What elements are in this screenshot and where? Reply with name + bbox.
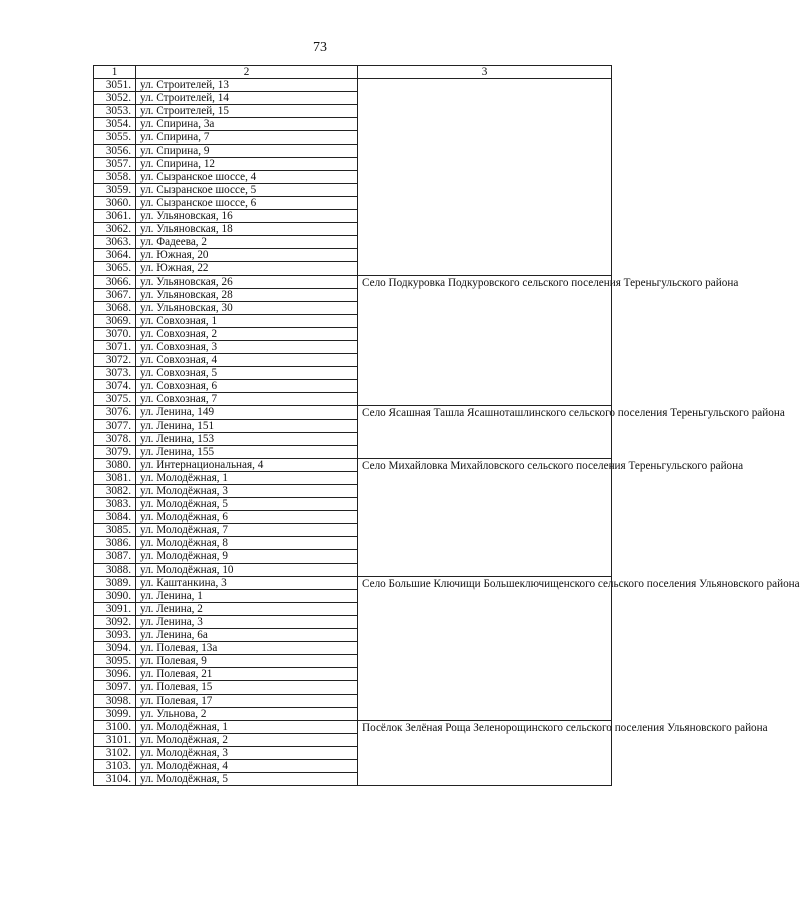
row-address: ул. Молодёжная, 7 <box>136 524 358 537</box>
row-address: ул. Совхозная, 2 <box>136 327 358 340</box>
row-address: ул. Полевая, 15 <box>136 681 358 694</box>
row-address: ул. Строителей, 15 <box>136 105 358 118</box>
row-address: ул. Совхозная, 3 <box>136 340 358 353</box>
row-address: ул. Полевая, 21 <box>136 668 358 681</box>
row-locality <box>358 79 612 275</box>
row-address: ул. Фадеева, 2 <box>136 236 358 249</box>
row-address: ул. Полевая, 9 <box>136 655 358 668</box>
row-number: 3084. <box>94 511 136 524</box>
row-number: 3064. <box>94 249 136 262</box>
table-row <box>94 576 612 589</box>
column-header-locality: 3 <box>358 66 612 79</box>
row-address: ул. Молодёжная, 6 <box>136 511 358 524</box>
row-number: 3087. <box>94 550 136 563</box>
row-number: 3052. <box>94 92 136 105</box>
table-header-row <box>94 66 612 79</box>
row-number: 3076. <box>94 406 136 419</box>
row-number: 3073. <box>94 367 136 380</box>
row-number: 3070. <box>94 327 136 340</box>
row-number: 3080. <box>94 458 136 471</box>
row-address: ул. Полевая, 17 <box>136 694 358 707</box>
row-address: ул. Молодёжная, 5 <box>136 498 358 511</box>
row-address: ул. Спирина, 9 <box>136 144 358 157</box>
row-number: 3083. <box>94 498 136 511</box>
row-number: 3074. <box>94 380 136 393</box>
row-number: 3060. <box>94 196 136 209</box>
row-address: ул. Ульяновская, 18 <box>136 223 358 236</box>
row-number: 3094. <box>94 642 136 655</box>
row-number: 3101. <box>94 733 136 746</box>
row-address: ул. Сызранское шоссе, 6 <box>136 196 358 209</box>
row-number: 3104. <box>94 773 136 786</box>
table-row <box>94 79 612 92</box>
row-number: 3088. <box>94 563 136 576</box>
row-address: ул. Молодёжная, 1 <box>136 720 358 733</box>
row-address: ул. Молодёжная, 4 <box>136 759 358 772</box>
row-address: ул. Совхозная, 5 <box>136 367 358 380</box>
row-number: 3072. <box>94 354 136 367</box>
row-address: ул. Молодёжная, 3 <box>136 746 358 759</box>
row-number: 3071. <box>94 340 136 353</box>
row-number: 3099. <box>94 707 136 720</box>
row-number: 3081. <box>94 471 136 484</box>
table-row <box>94 406 612 419</box>
row-number: 3055. <box>94 131 136 144</box>
row-address: ул. Ульяновская, 26 <box>136 275 358 288</box>
row-number: 3053. <box>94 105 136 118</box>
row-address: ул. Молодёжная, 8 <box>136 537 358 550</box>
row-number: 3097. <box>94 681 136 694</box>
row-address: ул. Полевая, 13а <box>136 642 358 655</box>
row-locality: Село Большие Ключищи Большеключищенского сельского поселения Ульяновского района <box>358 576 612 720</box>
row-address: ул. Сызранское шоссе, 4 <box>136 170 358 183</box>
row-address: ул. Совхозная, 1 <box>136 314 358 327</box>
row-address: ул. Ульяновская, 28 <box>136 288 358 301</box>
row-address: ул. Строителей, 14 <box>136 92 358 105</box>
row-number: 3061. <box>94 210 136 223</box>
row-address: ул. Строителей, 13 <box>136 79 358 92</box>
row-locality: Село Михайловка Михайловского сельского поселения Тереньгульского района <box>358 458 612 576</box>
row-address: ул. Спирина, 3а <box>136 118 358 131</box>
row-address: ул. Спирина, 12 <box>136 157 358 170</box>
row-number: 3086. <box>94 537 136 550</box>
page-number: 73 <box>313 40 327 55</box>
row-number: 3092. <box>94 615 136 628</box>
row-locality: Село Ясашная Ташла Ясашноташлинского сельского поселения Тереньгульского района <box>358 406 612 458</box>
row-address: ул. Ульяновская, 16 <box>136 210 358 223</box>
row-number: 3054. <box>94 118 136 131</box>
row-number: 3079. <box>94 445 136 458</box>
row-address: ул. Совхозная, 6 <box>136 380 358 393</box>
row-number: 3058. <box>94 170 136 183</box>
row-address: ул. Молодёжная, 2 <box>136 733 358 746</box>
row-address: ул. Совхозная, 7 <box>136 393 358 406</box>
row-address: ул. Молодёжная, 9 <box>136 550 358 563</box>
row-number: 3066. <box>94 275 136 288</box>
row-address: ул. Ленина, 149 <box>136 406 358 419</box>
table-row <box>94 720 612 733</box>
column-header-number: 1 <box>94 66 136 79</box>
table-body <box>94 79 800 786</box>
row-number: 3085. <box>94 524 136 537</box>
row-address: ул. Ленина, 1 <box>136 589 358 602</box>
row-number: 3065. <box>94 262 136 275</box>
row-number: 3091. <box>94 602 136 615</box>
row-number: 3068. <box>94 301 136 314</box>
row-number: 3063. <box>94 236 136 249</box>
row-address: ул. Ленина, 3 <box>136 615 358 628</box>
row-number: 3093. <box>94 629 136 642</box>
row-address: ул. Ленина, 151 <box>136 419 358 432</box>
row-address: ул. Молодёжная, 3 <box>136 485 358 498</box>
row-address: ул. Южная, 22 <box>136 262 358 275</box>
row-number: 3075. <box>94 393 136 406</box>
row-number: 3102. <box>94 746 136 759</box>
row-address: ул. Ленина, 2 <box>136 602 358 615</box>
row-address: ул. Южная, 20 <box>136 249 358 262</box>
row-number: 3100. <box>94 720 136 733</box>
address-table <box>93 65 800 786</box>
row-address: ул. Ульяновская, 30 <box>136 301 358 314</box>
row-number: 3069. <box>94 314 136 327</box>
row-number: 3067. <box>94 288 136 301</box>
row-address: ул. Спирина, 7 <box>136 131 358 144</box>
row-address: ул. Интернациональная, 4 <box>136 458 358 471</box>
row-address: ул. Ульнова, 2 <box>136 707 358 720</box>
row-number: 3056. <box>94 144 136 157</box>
row-number: 3096. <box>94 668 136 681</box>
table-row <box>94 458 612 471</box>
row-address: ул. Молодёжная, 1 <box>136 471 358 484</box>
row-number: 3090. <box>94 589 136 602</box>
row-address: ул. Молодёжная, 10 <box>136 563 358 576</box>
table-row <box>94 275 612 288</box>
row-number: 3095. <box>94 655 136 668</box>
row-number: 3057. <box>94 157 136 170</box>
row-number: 3082. <box>94 485 136 498</box>
row-number: 3051. <box>94 79 136 92</box>
row-number: 3078. <box>94 432 136 445</box>
row-number: 3103. <box>94 759 136 772</box>
row-locality: Посёлок Зелёная Роща Зеленорощинского сельского поселения Ульяновского района <box>358 720 612 785</box>
row-number: 3077. <box>94 419 136 432</box>
column-header-address: 2 <box>136 66 358 79</box>
row-address: ул. Ленина, 153 <box>136 432 358 445</box>
row-address: ул. Ленина, 6а <box>136 629 358 642</box>
row-address: ул. Сызранское шоссе, 5 <box>136 183 358 196</box>
row-address: ул. Ленина, 155 <box>136 445 358 458</box>
row-address: ул. Молодёжная, 5 <box>136 773 358 786</box>
row-number: 3089. <box>94 576 136 589</box>
row-locality: Село Подкуровка Подкуровского сельского поселения Тереньгульского района <box>358 275 612 406</box>
row-number: 3062. <box>94 223 136 236</box>
row-address: ул. Совхозная, 4 <box>136 354 358 367</box>
row-number: 3098. <box>94 694 136 707</box>
row-number: 3059. <box>94 183 136 196</box>
row-address: ул. Каштанкина, 3 <box>136 576 358 589</box>
